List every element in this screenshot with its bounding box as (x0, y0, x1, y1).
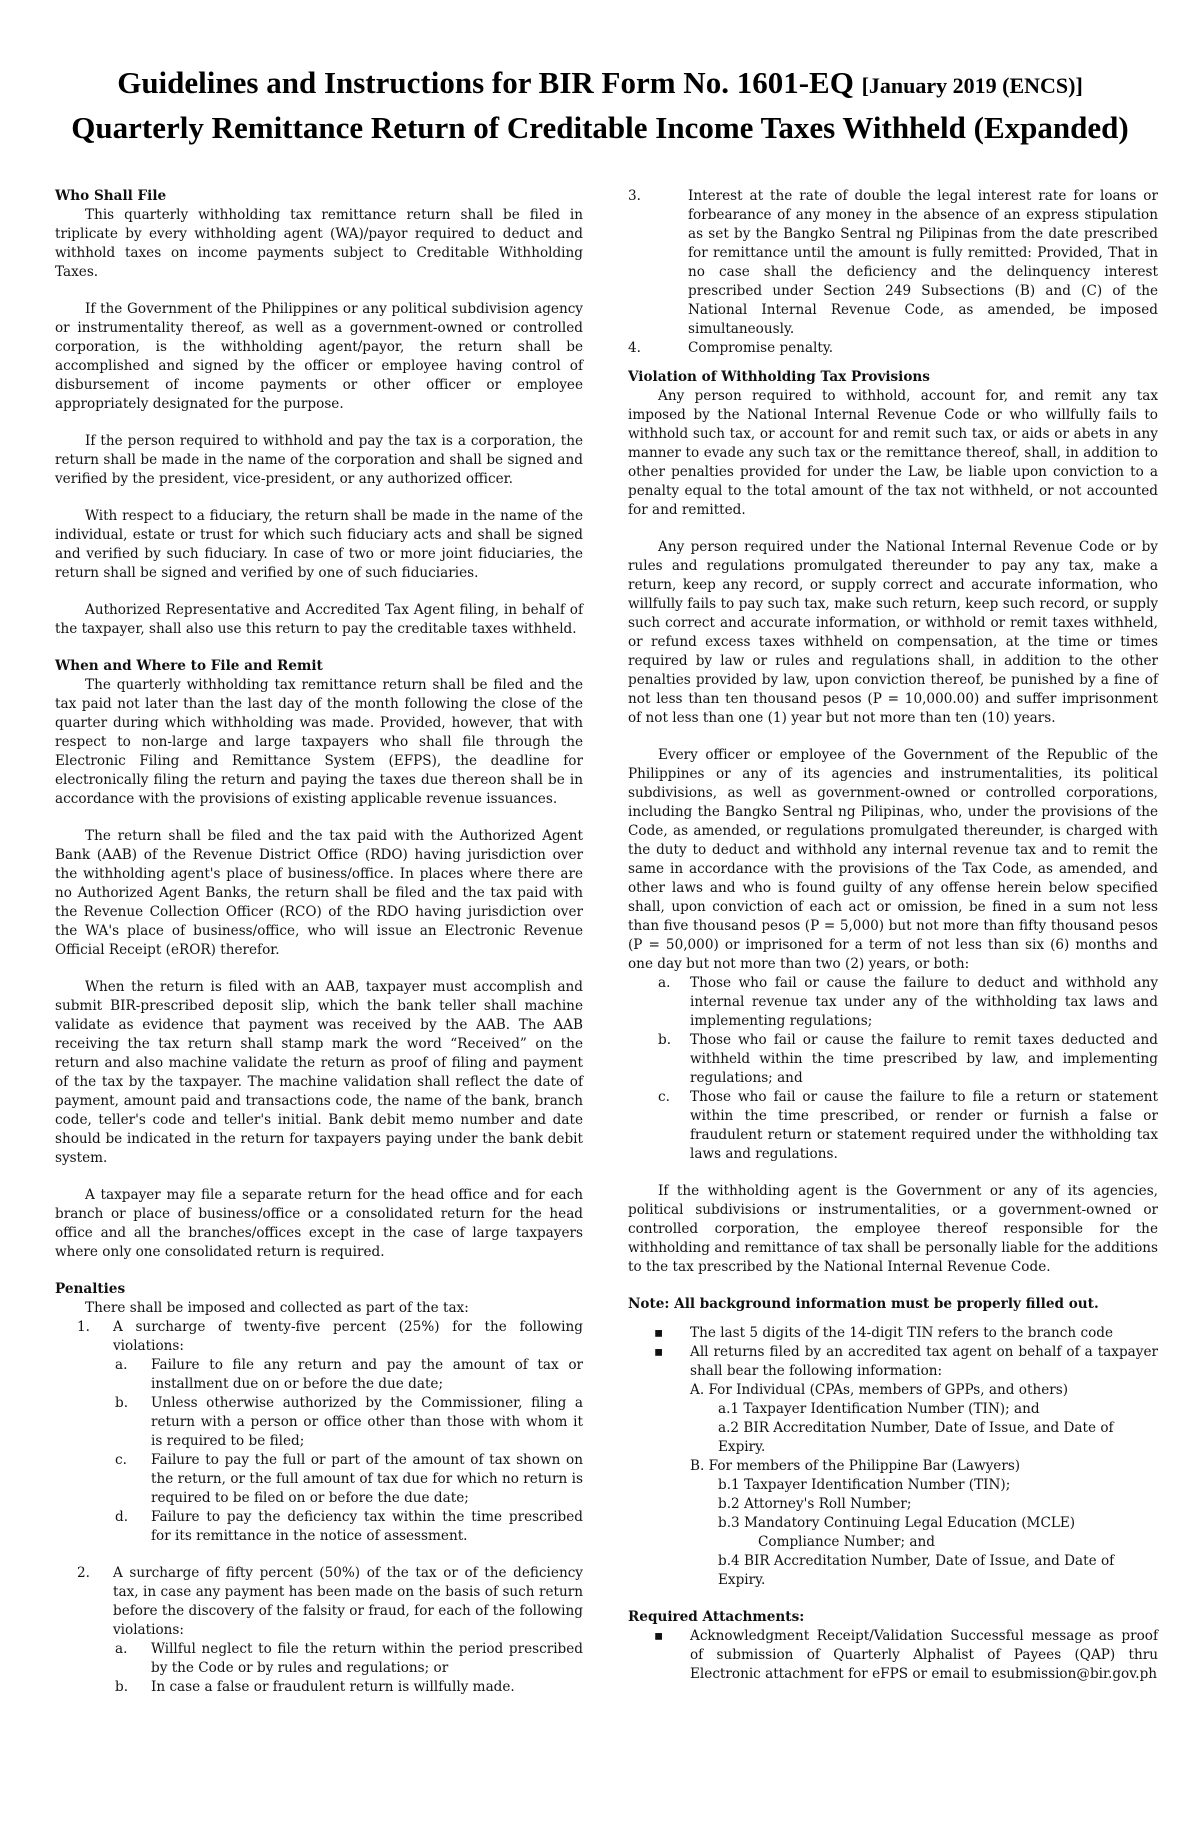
item-letter: a. (115, 1357, 128, 1373)
bullet-icon: ▪ (654, 1344, 664, 1360)
item-letter: b. (658, 1032, 672, 1048)
list-item (628, 339, 1158, 358)
item-text: In case a false or fraudulent return is willfully made. (151, 1679, 515, 1695)
item-text: Interest at the rate of double the legal interest rate for loans or forbearance of any money in the absence of an express stipulation as set by the Bangko Sentral ng Pilipinas from the date prescribed for remittance until the amount is fully remitted: Provided, That in no case shall the deficiency and the delinquency interest prescribed under Section 249 Subsections (B) and (C) of the National Internal Revenue Code, as amended, be imposed simultaneously. (688, 188, 1158, 337)
when-where-heading: When and Where to File and Remit (55, 658, 323, 674)
paragraph: If the withholding agent is the Government or any of its agencies, political subdivisions or instrumentalities, or a government-owned or controlled corporation, the employee thereof responsible for the withholding and remittance of tax shall be personally liable for the additions to the tax prescribed by the National Internal Revenue Code. (628, 1183, 1158, 1275)
item-letter: a. (658, 975, 671, 991)
note-item: Compliance Number; and (758, 1534, 935, 1550)
item-text: The last 5 digits of the 14-digit TIN refers to the branch code (690, 1325, 1114, 1341)
item-letter: d. (115, 1509, 129, 1525)
item-text: Failure to file any return and pay the amount of tax or installment due on or before the due date; (151, 1357, 583, 1392)
paragraph: Authorized Representative and Accredited Tax Agent filing, in behalf of the taxpayer, shall also use this return to pay the creditable taxes withheld. (55, 602, 583, 637)
paragraph: When the return is filed with an AAB, taxpayer must accomplish and submit BIR-prescribed deposit slip, which the bank teller shall machine validate as evidence that payment was received by the AAB. The AAB receiving the tax return shall stamp mark the word “Received” on the return and also machine validate the return as proof of filing and payment of the tax by the taxpayer. The machine validation shall reflect the date of payment, amount paid and transactions code, the name of the bank, branch code, teller's code and teller's initial. Bank debit memo number and date should be indicated in the return for taxpayers paying under the bank debit system. (55, 979, 583, 1166)
penalties-heading: Penalties (55, 1281, 126, 1297)
item-letter: c. (115, 1452, 127, 1468)
item-letter: b. (115, 1679, 129, 1695)
document-header (0, 62, 1200, 149)
item-number: 1. (77, 1319, 90, 1335)
list-item (628, 1031, 1158, 1088)
item-text: Those who fail or cause the failure to remit taxes deducted and withheld within the time prescribed by law, and implementing regulations; and (690, 1032, 1158, 1086)
item-text: Those who fail or cause the failure to file a return or statement within the time prescribed, or render or furnish a false or fraudulent return or statement required under the withholding tax laws and regulations. (690, 1089, 1158, 1162)
paragraph: A taxpayer may file a separate return for the head office and for each branch or place of business/office or a consolidated return for the head office and all the branches/offices except in the case of large taxpayers where only one consolidated return is required. (55, 1187, 583, 1260)
item-letter: b. (115, 1395, 129, 1411)
item-text: A surcharge of twenty-five percent (25%) for the following violations: (113, 1319, 583, 1354)
note-individual: A. For Individual (CPAs, members of GPPs, and others) (690, 1382, 1069, 1398)
paragraph: Every officer or employee of the Government of the Republic of the Philippines or any of its agencies and instrumentalities, its political subdivisions, as well as government-owned or controlled corporations, including the Bangko Sentral ng Pilipinas, who, under the provisions of the Code, as amended, or regulations promulgated thereunder, is charged with the duty to deduct and withhold any internal revenue tax and to remit the same in accordance with the provisions of the Tax Code, as amended, and other laws and who is found guilty of any offense herein below specified shall, upon conviction of each act or omission, be fined in a sum not less than five thousand pesos (P = 5,000) but not more than fifty thousand pesos (P = 50,000) or imprisoned for a term of not less than six (6) months and one day but not more than two (2) years, or both: (628, 747, 1158, 972)
list-item (55, 1394, 583, 1451)
paragraph: Any person required under the National Internal Revenue Code or by rules and regulations promulgated thereunder to pay any tax, make a return, keep any record, or supply correct and accurate information, who willfully fails to pay such tax, make such return, keep such record, or supply such correct and accurate information, or withhold or remit taxes withheld, or refund excess taxes withheld on compensation, at the time or times required by law or rules and regulations shall, in addition to the other penalties provided by law, upon conviction thereof, be punished by a fine of not less than ten thousand pesos (P = 10,000.00) and suffer imprisonment of not less than one (1) year but not more than ten (10) years. (628, 539, 1158, 726)
list-item (628, 974, 1158, 1031)
item-text: Failure to pay the deficiency tax within the time prescribed for its remittance in the notice of assessment. (151, 1509, 583, 1544)
paragraph: This quarterly withholding tax remittance return shall be filed in triplicate by every withholding agent (WA)/payor required to deduct and withhold taxes on income payments subject to Creditable Withholding Taxes. (55, 207, 583, 280)
bullet-icon: ▪ (654, 1628, 664, 1644)
note-item: b.4 BIR Accreditation Number, Date of Issue, and Date of Expiry. (718, 1553, 1115, 1588)
paragraph: The quarterly withholding tax remittance return shall be filed and the tax paid not later than the last day of the month following the close of the quarter during which withholding was made. Provided, however, that with respect to non-large and large taxpayers who shall file through the Electronic Filing and Remittance System (EFPS), the deadline for electronically filing the return and paying the taxes due thereon shall be in accordance with the provisions of existing applicable revenue issuances. (55, 677, 583, 807)
list-item (55, 1640, 583, 1678)
item-text: Acknowledgment Receipt/Validation Successful message as proof of submission of Quarterly Alphalist of Payees (QAP) thru Electronic attachment for eFPS or email to esubmission@bir.gov.ph (690, 1628, 1158, 1682)
item-text: Compromise penalty. (688, 340, 834, 356)
left-column (55, 187, 583, 1697)
list-item (628, 1324, 1158, 1343)
paragraph: With respect to a fiduciary, the return shall be made in the name of the individual, estate or trust for which such fiduciary acts and shall be signed and verified by such fiduciary. In case of two or more joint fiduciaries, the return shall be signed and verified by one of such fiduciaries. (55, 508, 583, 581)
item-number: 2. (77, 1565, 90, 1581)
list-item (55, 1678, 583, 1697)
list-item (55, 1451, 583, 1508)
penalties-intro: There shall be imposed and collected as part of the tax: (85, 1300, 469, 1316)
note-heading: Note: All background information must be properly filled out. (628, 1296, 1099, 1312)
paragraph: The return shall be filed and the tax paid with the Authorized Agent Bank (AAB) of the Revenue District Office (RDO) having jurisdiction over the withholding agent's place of business/office. In places where there are no Authorized Agent Banks, the return shall be filed and the tax paid with the Revenue Collection Officer (RCO) of the RDO having jurisdiction over the WA's place of business/office, who will issue an Electronic Revenue Official Receipt (eROR) therefor. (55, 828, 583, 958)
required-attachments-heading: Required Attachments: (628, 1609, 805, 1625)
violation-heading: Violation of Withholding Tax Provisions (628, 369, 930, 385)
list-item (55, 1318, 583, 1356)
note-item: a.2 BIR Accreditation Number, Date of Issue, and Date of Expiry. (718, 1420, 1114, 1455)
item-text: Those who fail or cause the failure to deduct and withhold any internal revenue tax under any of the withholding tax laws and implementing regulations; (690, 975, 1158, 1029)
paragraph: If the person required to withhold and pay the tax is a corporation, the return shall be made in the name of the corporation and shall be signed and verified by the president, vice-president, or any authorized officer. (55, 433, 583, 487)
note-item: a.1 Taxpayer Identification Number (TIN); and (718, 1401, 1040, 1417)
bullet-icon: ▪ (654, 1325, 664, 1341)
list-item (55, 1508, 583, 1546)
list-item (55, 1564, 583, 1640)
list-item (628, 1627, 1158, 1684)
note-item: b.2 Attorney's Roll Number; (718, 1496, 912, 1512)
item-letter: a. (115, 1641, 128, 1657)
paragraph: If the Government of the Philippines or any political subdivision agency or instrumentality thereof, as well as a government-owned or controlled corporation, is the withholding agent/payor, the return shall be accomplished and signed by the officer or employee having control of disbursement of income payments or other officer or employee appropriately designated for the purpose. (55, 301, 583, 412)
note-item: b.3 Mandatory Continuing Legal Education (MCLE) (718, 1515, 1076, 1531)
item-text: Willful neglect to file the return within the period prescribed by the Code or by rules and regulations; or (151, 1641, 583, 1676)
form-title: Guidelines and Instructions for BIR Form No. 1601-EQ (117, 65, 854, 100)
form-version: [January 2019 (ENCS)] (861, 73, 1083, 98)
right-column (628, 187, 1158, 1684)
paragraph: Any person required to withhold, account for, and remit any tax imposed by the National Internal Revenue Code or who willfully fails to withhold such tax, or account for and remit such tax, or aids or abets in any manner to evade any such tax or the remittance thereof, shall, in addition to other penalties provided for under the Law, be liable upon conviction to a penalty equal to the total amount of the tax not withheld, or not accounted for and remitted. (628, 388, 1158, 518)
item-number: 4. (628, 340, 641, 356)
who-shall-file-heading: Who Shall File (55, 188, 167, 204)
list-item (628, 1343, 1158, 1381)
list-item (55, 1356, 583, 1394)
item-text: All returns filed by an accredited tax agent on behalf of a taxpayer shall bear the following information: (690, 1344, 1158, 1379)
item-text: A surcharge of fifty percent (50%) of the tax or of the deficiency tax, in case any payment has been made on the basis of such return before the discovery of the falsity or fraud, for each of the following violations: (113, 1565, 583, 1638)
item-letter: c. (658, 1089, 670, 1105)
note-item: b.1 Taxpayer Identification Number (TIN); (718, 1477, 1011, 1493)
list-item (628, 1088, 1158, 1164)
title-line-1 (0, 62, 1200, 107)
item-text: Failure to pay the full or part of the amount of tax shown on the return, or the full amount of tax due for which no return is required to be filed on or before the due date; (151, 1452, 583, 1506)
item-number: 3. (628, 188, 641, 204)
item-text: Unless otherwise authorized by the Commissioner, filing a return with a person or office other than those with whom it is required to be filed; (151, 1395, 583, 1449)
form-subtitle: Quarterly Remittance Return of Creditable Income Taxes Withheld (Expanded) (71, 110, 1129, 145)
note-lawyers: B. For members of the Philippine Bar (Lawyers) (690, 1458, 1021, 1474)
list-item (628, 187, 1158, 339)
